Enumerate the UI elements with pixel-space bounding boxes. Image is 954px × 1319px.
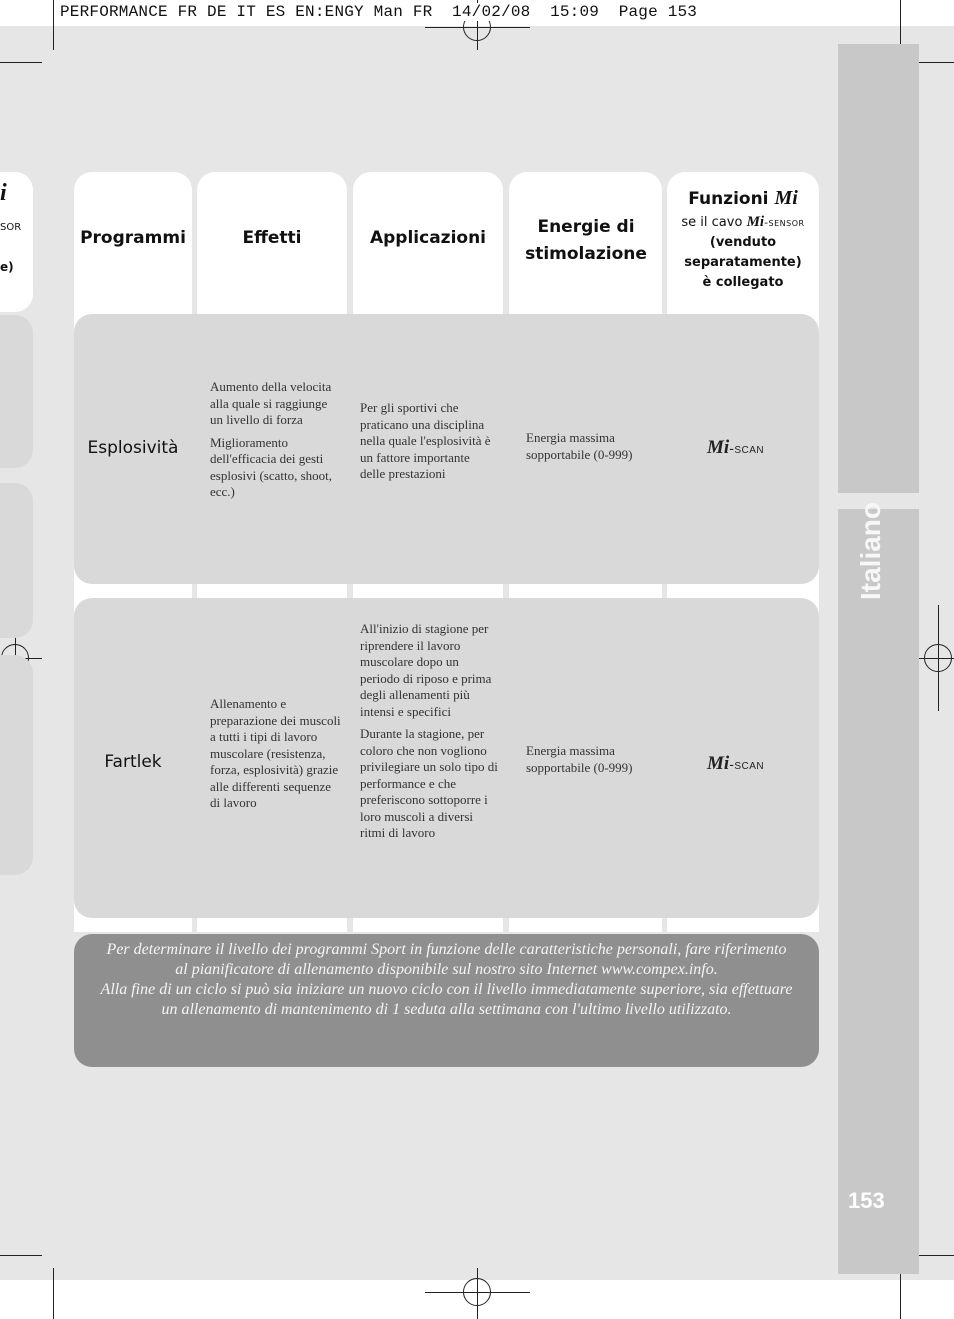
funzioni-line1: se il cavo bbox=[681, 215, 743, 230]
application-text: All'inizio di stagione per riprendere il lavoro muscolare dopo un periodo di riposo e prima degli allenamenti più intensi e specifici bbox=[360, 621, 492, 719]
left-fragment-row bbox=[0, 483, 33, 638]
effect-text: Aumento della velocita alla quale si raggiunge un livello di forza bbox=[210, 379, 332, 427]
header-effetti: Effetti bbox=[242, 228, 302, 248]
function-cell bbox=[707, 753, 764, 775]
program-name: Esplosività bbox=[87, 438, 179, 458]
scan-label: -scan bbox=[729, 440, 765, 456]
header-programmi: Programmi bbox=[80, 228, 186, 248]
registration-mark bbox=[463, 1278, 491, 1306]
effect-text: Miglioramento dell'efficacia dei gesti esplosivi (scatto, shoot, ecc.) bbox=[210, 434, 333, 499]
energy-cell: Energia massima sopportabile (0-999) bbox=[526, 743, 633, 775]
registration-mark bbox=[924, 644, 952, 672]
funzioni-line2: (venduto bbox=[709, 235, 777, 250]
scan-label: -scan bbox=[729, 756, 765, 772]
left-fragment-text: i bbox=[0, 180, 7, 206]
function-cell bbox=[707, 437, 764, 459]
print-slug: PERFORMANCE FR DE IT ES EN:ENGY Man FR 14/02/08 15:09 Page 153 bbox=[60, 3, 703, 21]
language-label: Italiano bbox=[855, 501, 886, 600]
mi-logo-icon: Mi bbox=[707, 437, 730, 458]
sensor-label: -sensor bbox=[764, 216, 805, 229]
effects-cell bbox=[210, 379, 340, 507]
applications-cell bbox=[360, 400, 498, 489]
program-name: Fartlek bbox=[104, 752, 162, 772]
application-text: Durante la stagione, per coloro che non vogliono privilegiare un solo tipo di performance e che preferiscono sottoporre i loro muscoli a diversi ritmi di lavoro bbox=[360, 726, 498, 840]
header-energie: Energie di stimolazione bbox=[525, 217, 647, 264]
mi-logo-icon: Mi bbox=[707, 753, 730, 774]
energy-cell: Energia massima sopportabile (0-999) bbox=[526, 430, 633, 462]
mi-logo-icon: Mi bbox=[774, 187, 798, 209]
funzioni-label: Funzioni bbox=[688, 189, 769, 209]
page-number: 153 bbox=[848, 1188, 885, 1213]
trim-mark bbox=[53, 1268, 54, 1319]
note-paragraph: Alla fine di un ciclo si può sia iniziare un nuovo ciclo con il livello immediatamente superiore, sia effettuare un allenamento di mantenimento di 1 seduta alla settimana con l'ultimo livello utilizzato. bbox=[100, 981, 793, 1018]
header-applicazioni: Applicazioni bbox=[369, 228, 487, 248]
header-funzioni bbox=[667, 185, 819, 293]
funzioni-line3: separatamente) bbox=[684, 255, 802, 270]
note-paragraph: Per determinare il livello dei programmi Sport in funzione delle caratteristiche personali, fare riferimento al pianificatore di allenamento disponibile sul nostro sito Internet www.compex.info. bbox=[106, 941, 787, 978]
effect-text: Allenamento e preparazione dei muscoli a tutti i tipi di lavoro muscolare (resistenza, forza, esplosività) grazie alle differenti sequenze di lavoro bbox=[210, 696, 341, 810]
trim-mark bbox=[900, 0, 901, 50]
funzioni-line4: è collegato bbox=[702, 275, 784, 290]
application-text: Per gli sportivi che praticano una disciplina nella quale l'esplosività è un fattore importante delle prestazioni bbox=[360, 400, 491, 481]
mi-logo-icon: Mi bbox=[746, 214, 765, 230]
left-fragment-row bbox=[0, 655, 33, 875]
trim-mark bbox=[0, 62, 42, 63]
trim-mark bbox=[900, 1268, 901, 1319]
left-fragment-row bbox=[0, 315, 33, 468]
info-note bbox=[74, 934, 819, 1067]
language-tab bbox=[838, 44, 919, 1274]
trim-mark bbox=[53, 0, 54, 50]
trim-mark bbox=[0, 1255, 42, 1256]
applications-cell bbox=[360, 621, 498, 848]
left-fragment-text: e) bbox=[0, 260, 14, 274]
effects-cell bbox=[210, 696, 342, 818]
left-fragment-text: SOR bbox=[0, 222, 22, 233]
